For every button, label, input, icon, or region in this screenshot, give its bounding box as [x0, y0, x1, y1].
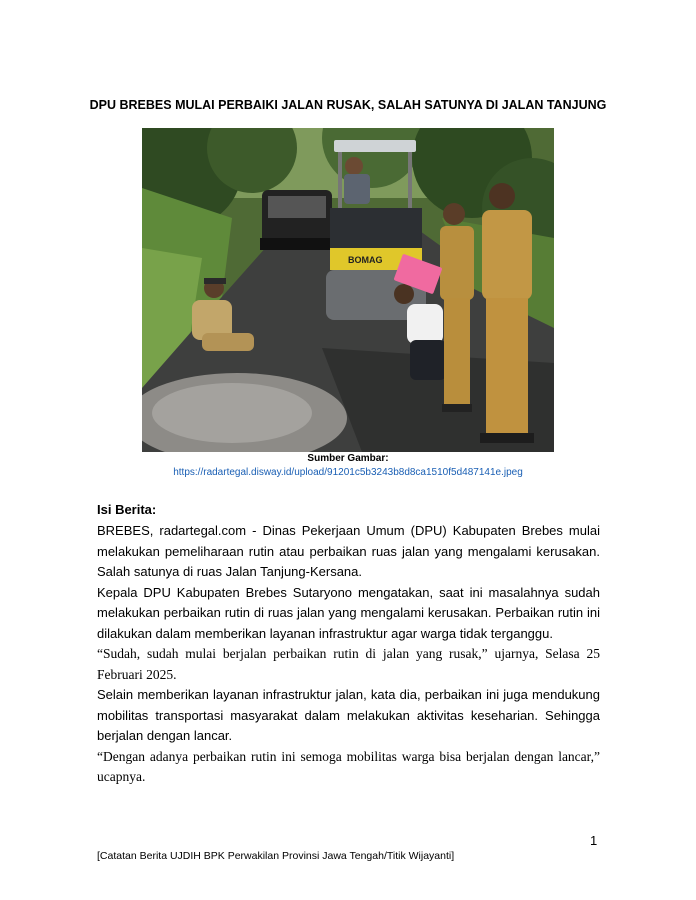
quote-paragraph: “Sudah, sudah mulai berjalan perbaikan rutin di jalan yang rusak,” ujarnya, Selasa 25 Februari 2025.	[97, 646, 600, 682]
quote-paragraph: “Dengan adanya perbaikan rutin ini semoga mobilitas warga bisa berjalan dengan lancar,” ucapnya.	[97, 748, 600, 784]
roller-brand-label: BOMAG	[348, 255, 383, 265]
article-body	[97, 521, 600, 788]
paragraph: BREBES, radartegal.com - Dinas Pekerjaan Umum (DPU) Kabupaten Brebes mulai melakukan pemeliharaan rutin atau perbaikan ruas jalan yang mengalami kerusakan. Salah satunya di ruas Jalan Tanjung-Kersana.	[97, 523, 600, 579]
section-heading: Isi Berita:	[97, 502, 157, 517]
paragraph: Kepala DPU Kabupaten Brebes Sutaryono mengatakan, saat ini masalahnya sudah melakukan perbaikan rutin di ruas jalan yang mengalami kerusakan. Perbaikan rutin ini dilakukan dalam memberikan layanan infrastruktur agar warga tidak terganggu.	[97, 584, 600, 641]
image-source-label: Sumber Gambar:	[307, 453, 389, 464]
paragraph: Selain memberikan layanan infrastruktur jalan, kata dia, perbaikan ini juga mendukung mobilitas transportasi masyarakat dalam melakukan aktivitas keseharian. Sehingga berjalan dengan lancar.	[97, 687, 600, 743]
article-title: DPU BREBES MULAI PERBAIKI JALAN RUSAK, SALAH SATUNYA DI JALAN TANJUNG	[89, 98, 607, 112]
image-source-link[interactable]: https://radartegal.disway.id/upload/91201c5b3243b8d8ca1510f5d487141e.jpeg	[173, 467, 523, 478]
article-photo	[142, 128, 554, 452]
page-number: 1	[590, 833, 598, 848]
page-footer: [Catatan Berita UJDIH BPK Perwakilan Provinsi Jawa Tengah/Titik Wijayanti]	[97, 850, 455, 862]
